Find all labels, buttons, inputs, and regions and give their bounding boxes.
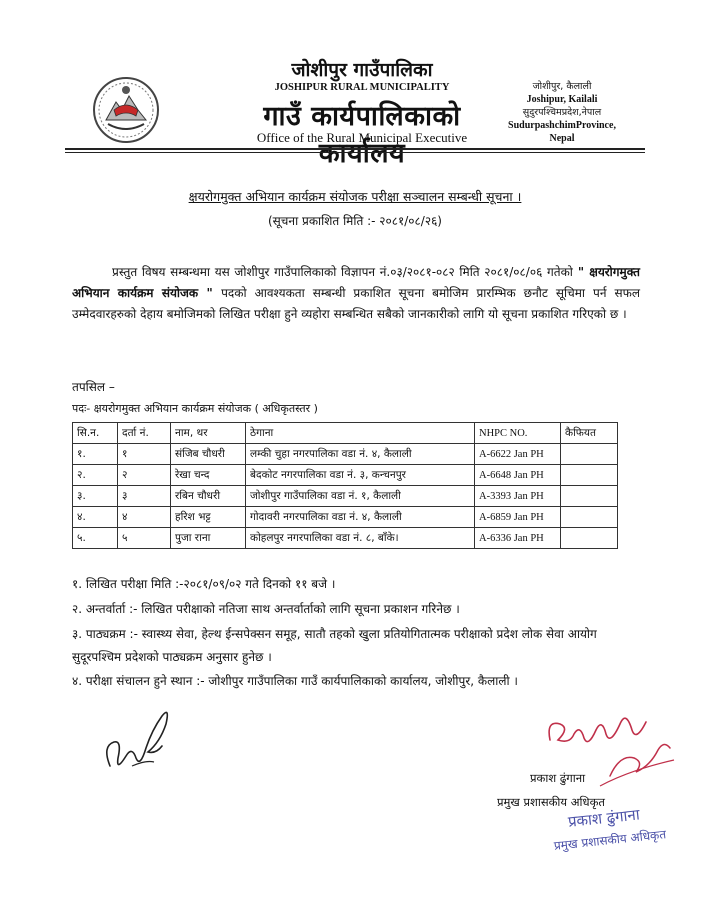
column-header: कैफियत — [561, 423, 618, 444]
table-cell: ४ — [118, 507, 171, 528]
signer-name: प्रकाश ढुंगाना — [530, 771, 586, 785]
note-item: ४. परीक्षा संचालन हुने स्थान :- जोशीपुर गाउँपालिका गाउँ कार्यपालिकाको कार्यालय, जोशीपुर, कैलाली । — [72, 674, 518, 688]
table-cell: १ — [118, 444, 171, 465]
table-cell: ५ — [118, 528, 171, 549]
table-cell: २. — [73, 465, 118, 486]
table-cell: A-3393 Jan PH — [475, 486, 561, 507]
table-cell: पुजा राना — [171, 528, 246, 549]
notice-body-text: प्रस्तुत विषय सम्बन्धमा यस जोशीपुर गाउँपालिकाको विज्ञापन नं.०३/२०८१-०८२ मिति २०८१/०८/०६ गतेको — [112, 265, 573, 279]
table-header-row — [73, 423, 618, 444]
table-cell: A-6859 Jan PH — [475, 507, 561, 528]
address-line: Joshipur, Kailali — [526, 94, 598, 105]
office-name-np: गाउँ कार्यपालिकाको कार्यालय — [263, 101, 461, 169]
stamp-title: प्रमुख प्रशासकीय अधिकृत — [553, 827, 667, 853]
handwritten-signature — [96, 696, 186, 786]
table-cell: ३. — [73, 486, 118, 507]
signer-title: प्रमुख प्रशासकीय अधिकृत — [497, 795, 605, 809]
column-header: NHPC NO. — [475, 423, 561, 444]
table-row — [73, 507, 618, 528]
municipality-name-en: JOSHIPUR RURAL MUNICIPALITY — [274, 82, 450, 93]
table-cell — [561, 486, 618, 507]
address-block — [500, 80, 624, 145]
candidate-table — [72, 422, 618, 549]
note-item: १. लिखित परीक्षा मिति :-२०८१/०९/०२ गते दिनको ११ बजे । — [72, 577, 336, 591]
publish-date: (सूचना प्रकाशित मिति :- २०८१/०८/२६) — [268, 214, 442, 228]
address-line: SudurpashchimProvince, — [508, 120, 616, 131]
header-divider — [65, 152, 645, 153]
office-name-en: Office of the Rural Municipal Executive — [256, 130, 468, 145]
table-cell: रबिन चौधरी — [171, 486, 246, 507]
column-header: सि.न. — [73, 423, 118, 444]
notice-body-text: पदको आवश्यकता सम्बन्धी प्रकाशित सूचना बमोजिम प्रारम्भिक छनौट सूचिमा पर्न सफल उम्मेदवारहरुको देहाय बमोजिमको लिखित परीक्षा हुने व्यहोरा सम्बन्धित सबैको जानकारीको लागि यो सूचना प्रकाशित गरिएको छ । — [72, 286, 640, 321]
column-header: नाम, थर — [171, 423, 246, 444]
table-cell: A-6622 Jan PH — [475, 444, 561, 465]
post-name-highlight: " क्षयरोगमुक्त अभियान कार्यक्रम संयोजक " — [72, 265, 640, 300]
table-row — [73, 444, 618, 465]
table-cell: २ — [118, 465, 171, 486]
table-cell: ४. — [73, 507, 118, 528]
table-cell: संजिब चौधरी — [171, 444, 246, 465]
header-divider — [65, 148, 645, 150]
table-cell: जोशीपुर गाउँपालिका वडा नं. १, कैलाली — [246, 486, 475, 507]
table-cell — [561, 465, 618, 486]
table-cell: A-6648 Jan PH — [475, 465, 561, 486]
address-line: Nepal — [549, 133, 575, 144]
column-header: ठेगाना — [246, 423, 475, 444]
table-row — [73, 486, 618, 507]
notice-body — [72, 262, 640, 325]
table-cell: गोदावरी नगरपालिका वडा नं. ४, कैलाली — [246, 507, 475, 528]
table-cell: रेखा चन्द — [171, 465, 246, 486]
table-cell: १. — [73, 444, 118, 465]
address-line: सुदुरपश्चिमप्रदेश,नेपाल — [522, 107, 602, 118]
post-label: पदः- क्षयरोगमुक्त अभियान कार्यक्रम संयोजक ( अधिकृतस्तर ) — [72, 402, 318, 415]
nepal-emblem-icon — [92, 76, 160, 144]
table-cell: ३ — [118, 486, 171, 507]
table-cell — [561, 528, 618, 549]
table-cell: बेदकोट नगरपालिका वडा नं. ३, कन्चनपुर — [246, 465, 475, 486]
table-cell: कोहलपुर नगरपालिका वडा नं. ८, बाँके। — [246, 528, 475, 549]
table-cell — [561, 444, 618, 465]
table-cell: A-6336 Jan PH — [475, 528, 561, 549]
table-cell: लम्की चुहा नगरपालिका वडा नं. ४, कैलाली — [246, 444, 475, 465]
table-cell: हरिश भट्ट — [171, 507, 246, 528]
schedule-label: तपसिल – — [72, 380, 115, 394]
note-item: २. अन्तर्वार्ता :- लिखित परीक्षाको नतिजा साथ अन्तर्वार्ताको लागि सूचना प्रकाशन गरिनेछ । — [72, 602, 460, 616]
table-cell — [561, 507, 618, 528]
notice-title: क्षयरोगमुक्त अभियान कार्यक्रम संयोजक परीक्षा सञ्चालन सम्बन्धी सूचना । — [188, 189, 522, 204]
stamp-name: प्रकाश ढुंगाना — [567, 805, 641, 831]
note-item: ३. पाठ्यक्रम :- स्वास्थ्य सेवा, हेल्थ ईन्सपेक्सन समूह, सातौ तहको खुला प्रतियोगितात्मक परीक्षाको प्रदेश लोक सेवा आयोग सुदूरपश्चिम प्रदेशको पाठ्यक्रम अनुसार हुनेछ । — [72, 627, 597, 664]
municipality-name-np: जोशीपुर गाउँपालिका — [291, 59, 433, 81]
column-header: दर्ता नं. — [118, 423, 171, 444]
table-cell: ५. — [73, 528, 118, 549]
table-row — [73, 465, 618, 486]
table-row — [73, 528, 618, 549]
address-line: जोशीपुर, कैलाली — [532, 81, 592, 92]
